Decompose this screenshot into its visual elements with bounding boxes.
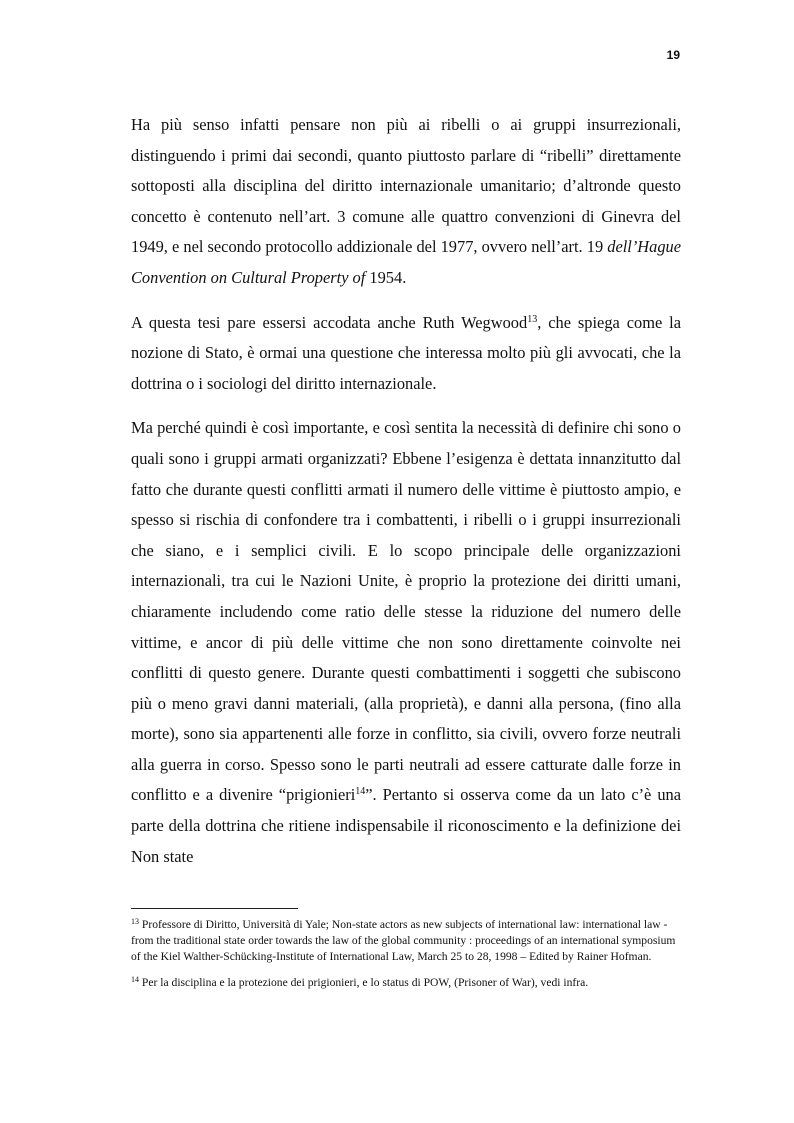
- paragraph-text: A questa tesi pare essersi accodata anche Ruth Wegwood: [131, 312, 528, 332]
- paragraph-text: , che spiega come la nozione di Stato, è ormai una questione che interessa molto più gli avvocati, che la dottrina o i sociologi del diritto internazionale.: [131, 312, 681, 393]
- footnote-separator: [131, 908, 298, 909]
- paragraph: [131, 110, 681, 294]
- footnotes: [131, 917, 681, 1001]
- paragraph-text: Ma perché quindi è così importante, e così sentita la necessità di definire chi sono o quali sono i gruppi armati organizzati? Ebbene l’esigenza è dettata innanzitutto dal fatto che durante questi conflitti armati il numero delle vittime è piuttosto ampio, e spesso si rischia di confondere tra i combattenti, i ribelli o i gruppi insurrezionali che siano, e i semplici civili. E lo scopo principale delle organizzazioni internazionali, tra cui le Nazioni Unite, è proprio la protezione dei diritti umani, chiaramente includendo come ratio delle stesse la riduzione del numero delle vittime, e ancor di più delle vittime che non sono direttamente coinvolte nei conflitti di questo genere. Durante questi combattimenti i soggetti che subiscono più o meno gravi danni materiali, (alla proprietà), e danni alla persona, (fino alla morte), sono sia appartenenti alle forze in conflitto, sia civili, ovvero forze neutrali alla guerra in corso. Spesso sono le parti neutrali ad essere catturate dalle forze in conflitto e a divenire “prigionieri: [131, 418, 681, 805]
- footnote-text: Professore di Diritto, Università di Yale; Non-state actors as new subjects of international law: international law - from the traditional state order towards the law of the global community : proceedings of an international symposium of the Kiel Walther-Schücking-Institute of International Law, March 25 to 28, 1998 – Edited by Rainer Hofman.: [131, 918, 676, 963]
- footnote-ref-14[interactable]: 14: [355, 786, 366, 798]
- footnote-13: [131, 917, 681, 965]
- paragraph-text: 1954.: [365, 267, 407, 287]
- page-number: 19: [666, 48, 680, 62]
- footnote-number: 14: [131, 975, 139, 984]
- paragraph-text: ”. Pertanto si osserva come da un lato c’è una parte della dottrina che ritiene indispensabile il riconoscimento e la definizione dei Non state: [131, 785, 681, 866]
- italic-title: dell’Hague Convention on Cultural Property of: [131, 237, 681, 287]
- footnote-ref-13[interactable]: 13: [527, 313, 538, 325]
- footnote-number: 13: [131, 917, 139, 926]
- paragraph: [131, 308, 681, 400]
- footnote-text: Per la disciplina e la protezione dei prigionieri, e lo status di POW, (Prisoner of War), vedi infra.: [139, 976, 589, 989]
- paragraph-text: Ha più senso infatti pensare non più ai ribelli o ai gruppi insurrezionali, distinguendo i primi dai secondi, quanto piuttosto parlare di “ribelli” direttamente sottoposti alla disciplina del diritto internazionale umanitario; d’altronde questo concetto è contenuto nell’art. 3 comune alle quattro convenzioni di Ginevra del 1949, e nel secondo protocollo addizionale del 1977, ovvero nell’art. 19: [131, 115, 681, 257]
- footnote-14: [131, 975, 681, 991]
- paragraph: [131, 413, 681, 872]
- body-text: [131, 110, 681, 872]
